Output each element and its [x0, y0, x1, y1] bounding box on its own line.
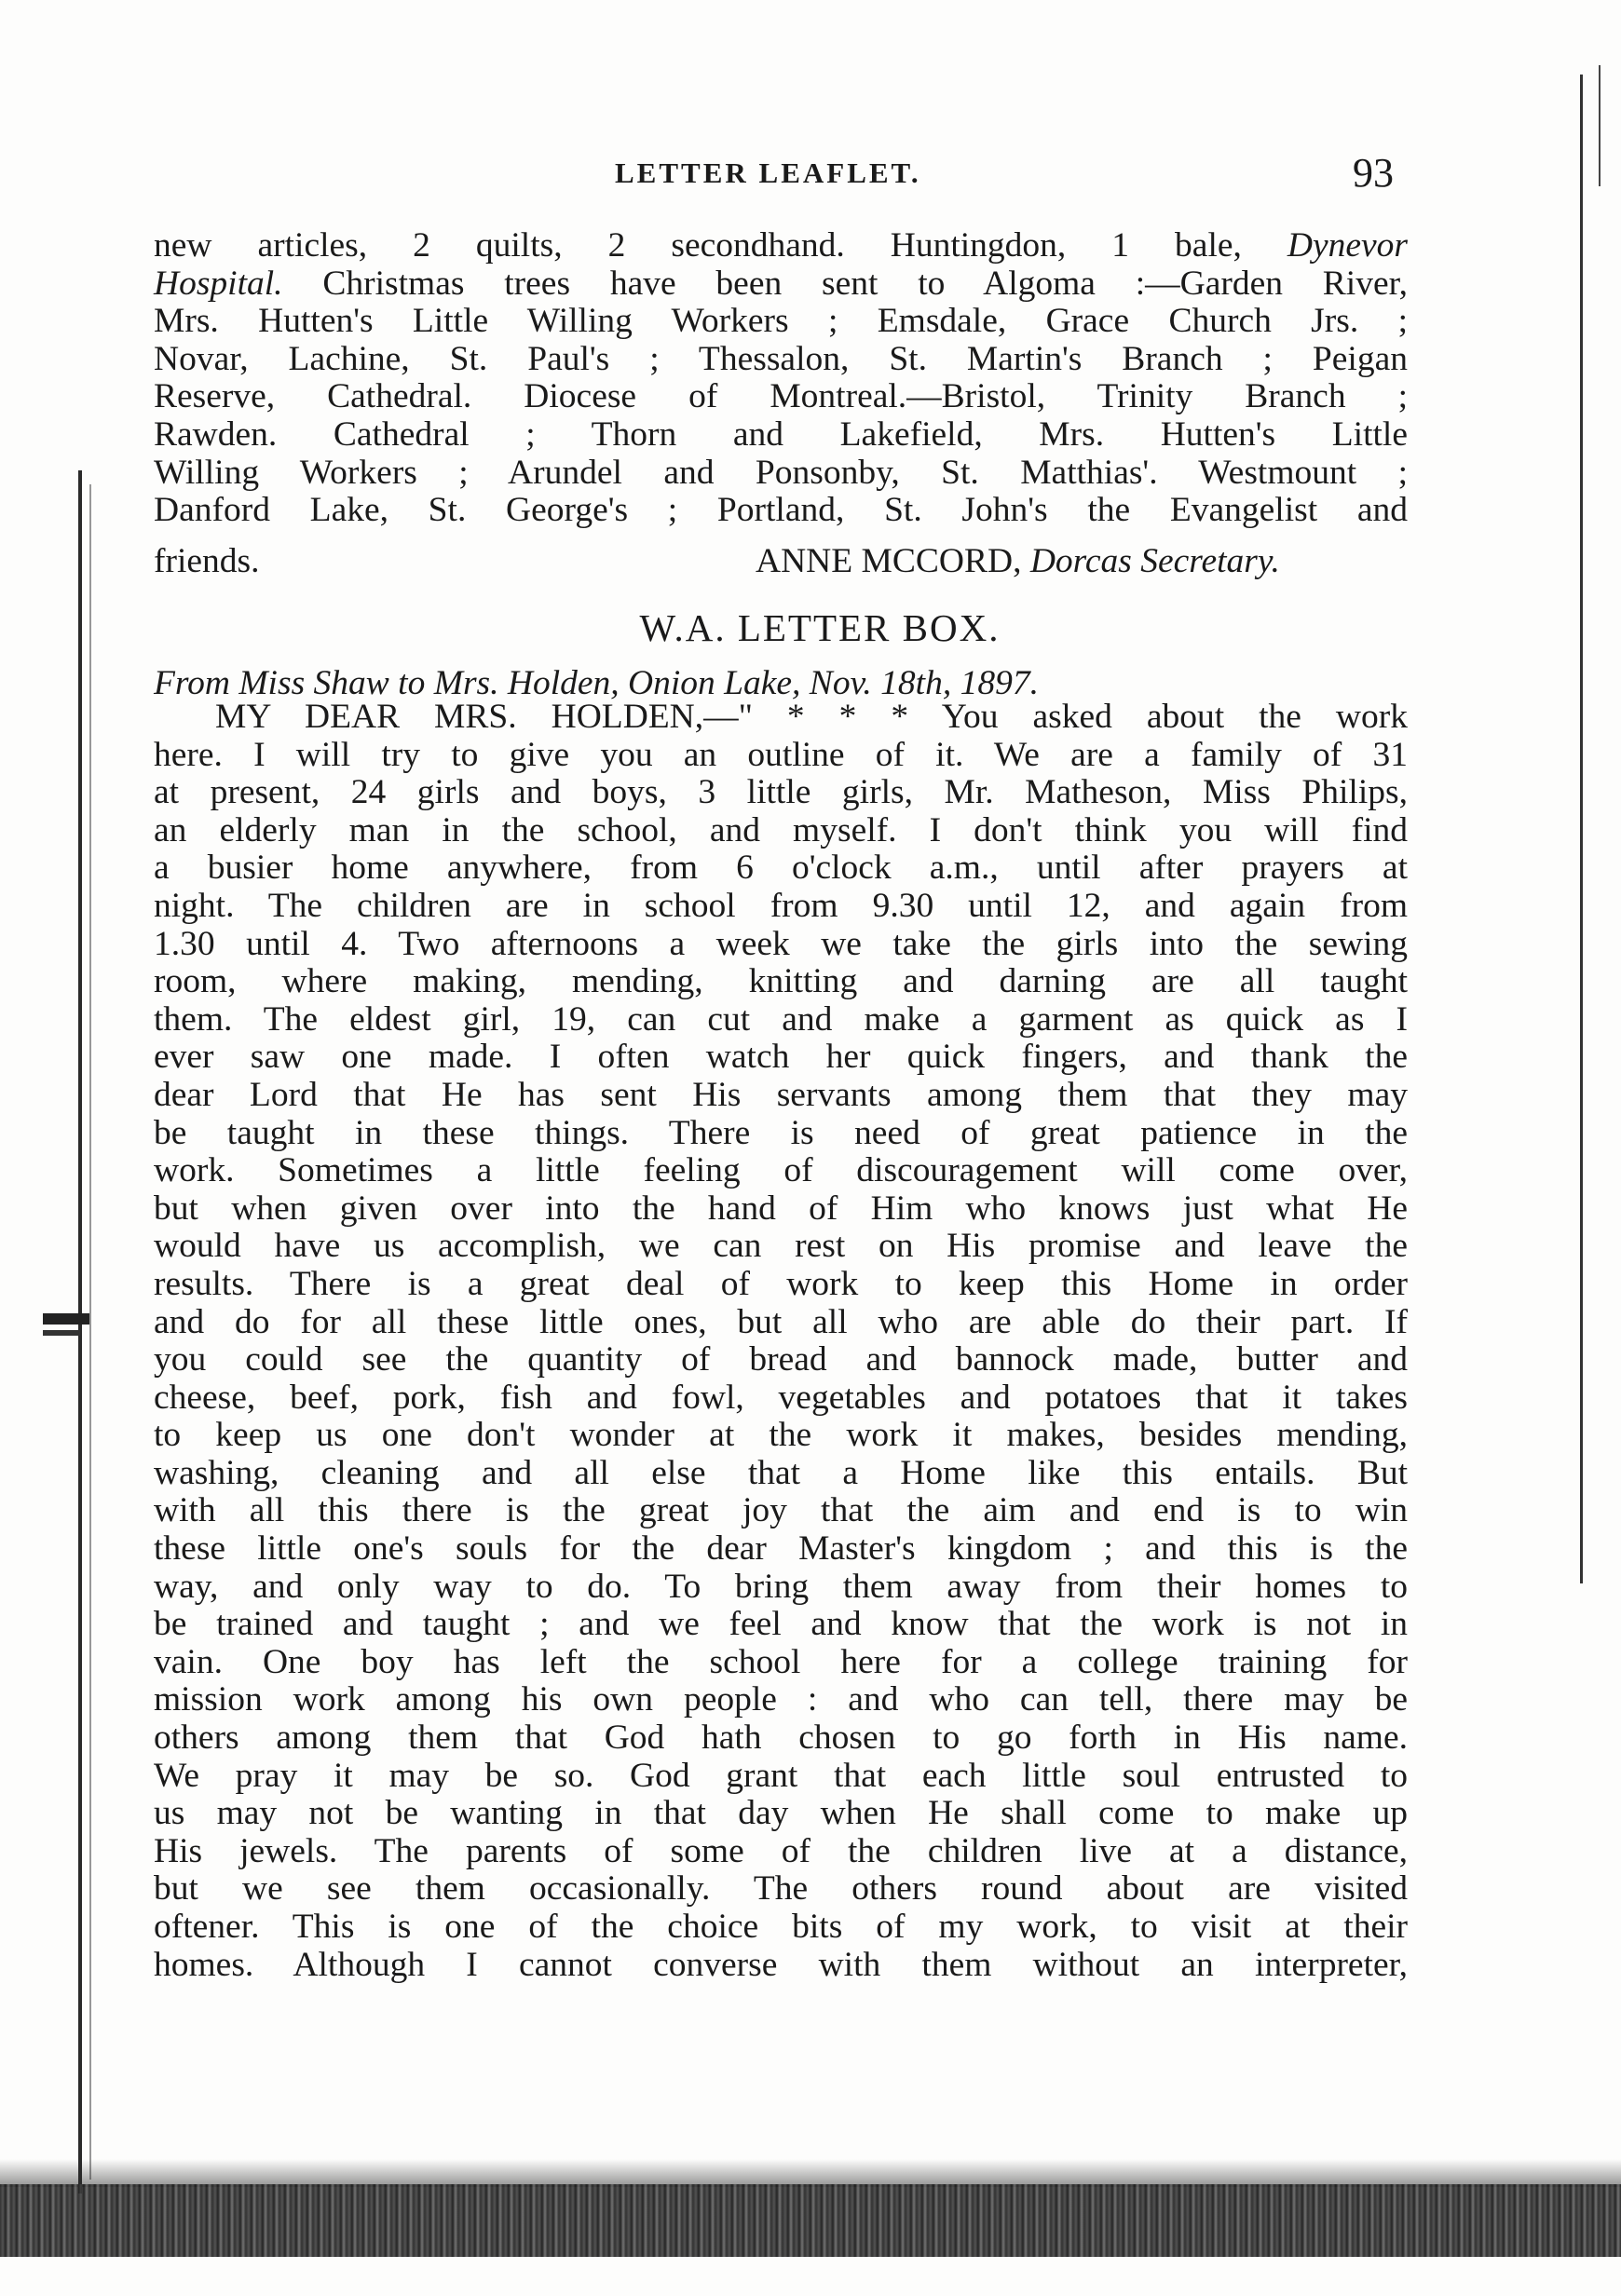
- text-line: vain. One boy has left the school here for a college training for: [154, 1642, 1408, 1681]
- text-line: results. There is a great deal of work to keep this Home in order: [154, 1264, 1408, 1303]
- letter-body: [154, 699, 1408, 1984]
- text-line: Reserve, Cathedral. Diocese of Montreal.—Bristol, Trinity Branch ;: [154, 377, 1408, 416]
- text-line: Willing Workers ; Arundel and Ponsonby, St. Matthias'. Westmount ;: [154, 453, 1408, 492]
- signature-name: [756, 543, 1280, 581]
- text-line: washing, cleaning and all else that a Home like this entails. But: [154, 1453, 1408, 1492]
- signatory-title: Dorcas Secretary.: [1029, 542, 1280, 580]
- text-line: others among them that God hath chosen to go forth in His name.: [154, 1719, 1408, 1758]
- text-line: be trained and taught ; and we feel and know that the work is not in: [154, 1605, 1408, 1644]
- scan-mark: [43, 1313, 89, 1325]
- text-line: at present, 24 girls and boys, 3 little girls, Mr. Matheson, Miss Philips,: [154, 773, 1408, 812]
- signatory-name: ANNE MCCORD,: [756, 542, 1022, 580]
- text-line: here. I will try to give you an outline of it. We are a family of 31: [154, 735, 1408, 774]
- scan-edge-rule-thin: [89, 484, 91, 2180]
- text-line: 1.30 until 4. Two afternoons a week we take the girls into the sewing: [154, 924, 1408, 963]
- text-line: us may not be wanting in that day when He shall come to make up: [154, 1794, 1408, 1833]
- scan-right-rule: [1580, 75, 1583, 1583]
- scan-mark: [43, 1330, 80, 1336]
- text-line: We pray it may be so. God grant that each little soul entrusted to: [154, 1756, 1408, 1795]
- running-title: LETTER LEAFLET.: [615, 156, 921, 189]
- text-line: ever saw one made. I often watch her quick fingers, and thank the: [154, 1038, 1408, 1077]
- text-line: night. The children are in school from 9.30 until 12, and again from: [154, 886, 1408, 925]
- dorcas-report-paragraph: [154, 227, 1408, 530]
- text-line: and do for all these little ones, but all who are able do their part. If: [154, 1302, 1408, 1341]
- scan-bottom-edge: [0, 2184, 1621, 2257]
- text-line: room, where making, mending, knitting and darning are all taught: [154, 962, 1408, 1001]
- text-line: oftener. This is one of the choice bits of my work, to visit at their: [154, 1908, 1408, 1946]
- text-line: homes. Although I cannot converse with them without an interpreter,: [154, 1945, 1408, 1984]
- section-heading: W.A. LETTER BOX.: [639, 606, 1001, 649]
- text-line: a busier home anywhere, from 6 o'clock a.m., until after prayers at: [154, 849, 1408, 888]
- text-line: with all this there is the great joy that the aim and end is to win: [154, 1491, 1408, 1530]
- text-line: His jewels. The parents of some of the children live at a distance,: [154, 1831, 1408, 1870]
- text-line: an elderly man in the school, and myself. I don't think you will find: [154, 810, 1408, 849]
- text-line: cheese, beef, pork, fish and fowl, vegetables and potatoes that it takes: [154, 1378, 1408, 1417]
- text-line: mission work among his own people : and who can tell, there may be: [154, 1680, 1408, 1719]
- signature-lead: friends.: [154, 542, 260, 580]
- text-line: new articles, 2 quilts, 2 secondhand. Huntingdon, 1 bale, Dynevor: [154, 226, 1409, 265]
- page-number: 93: [1353, 150, 1394, 196]
- text-line: but we see them occasionally. The others round about are visited: [154, 1869, 1408, 1909]
- text-line: them. The eldest girl, 19, can cut and make a garment as quick as I: [154, 999, 1408, 1039]
- text-line: Novar, Lachine, St. Paul's ; Thessalon, St. Martin's Branch ; Peigan: [154, 339, 1408, 378]
- text-line: Hospital. Christmas trees have been sent to Algoma :—Garden River,: [154, 264, 1408, 303]
- text-line: but when given over into the hand of Him who knows just what He: [154, 1189, 1408, 1228]
- text-line: way, and only way to do. To bring them away from their homes to: [154, 1567, 1408, 1606]
- text-line: Mrs. Hutten's Little Willing Workers ; Emsdale, Grace Church Jrs. ;: [154, 302, 1408, 341]
- page-header: [0, 150, 1621, 203]
- text-line: work. Sometimes a little feeling of discouragement will come over,: [154, 1151, 1408, 1190]
- text-line: would have us accomplish, we can rest on His promise and leave the: [154, 1227, 1408, 1266]
- text-line: dear Lord that He has sent His servants among them that they may: [154, 1075, 1408, 1114]
- letter-from-line: From Miss Shaw to Mrs. Holden, Onion Lake, Nov. 18th, 1897.: [154, 664, 1039, 702]
- salutation: MY DEAR MRS. HOLDEN,: [215, 698, 704, 736]
- scan-shadow: [0, 2159, 1621, 2187]
- text-line: be taught in these things. There is need of great patience in the: [154, 1113, 1408, 1152]
- text-line: you could see the quantity of bread and bannock made, butter and: [154, 1340, 1408, 1379]
- text-line: MY DEAR MRS. HOLDEN,—" * * * You asked about the work: [215, 698, 1408, 736]
- text-line: Rawden. Cathedral ; Thorn and Lakefield, Mrs. Hutten's Little: [154, 414, 1408, 454]
- text-line: these little one's souls for the dear Master's kingdom ; and this is the: [154, 1529, 1408, 1569]
- text-line: Danford Lake, St. George's ; Portland, St. John's the Evangelist and: [154, 491, 1408, 530]
- text-line: to keep us one don't wonder at the work it makes, besides mending,: [154, 1416, 1408, 1455]
